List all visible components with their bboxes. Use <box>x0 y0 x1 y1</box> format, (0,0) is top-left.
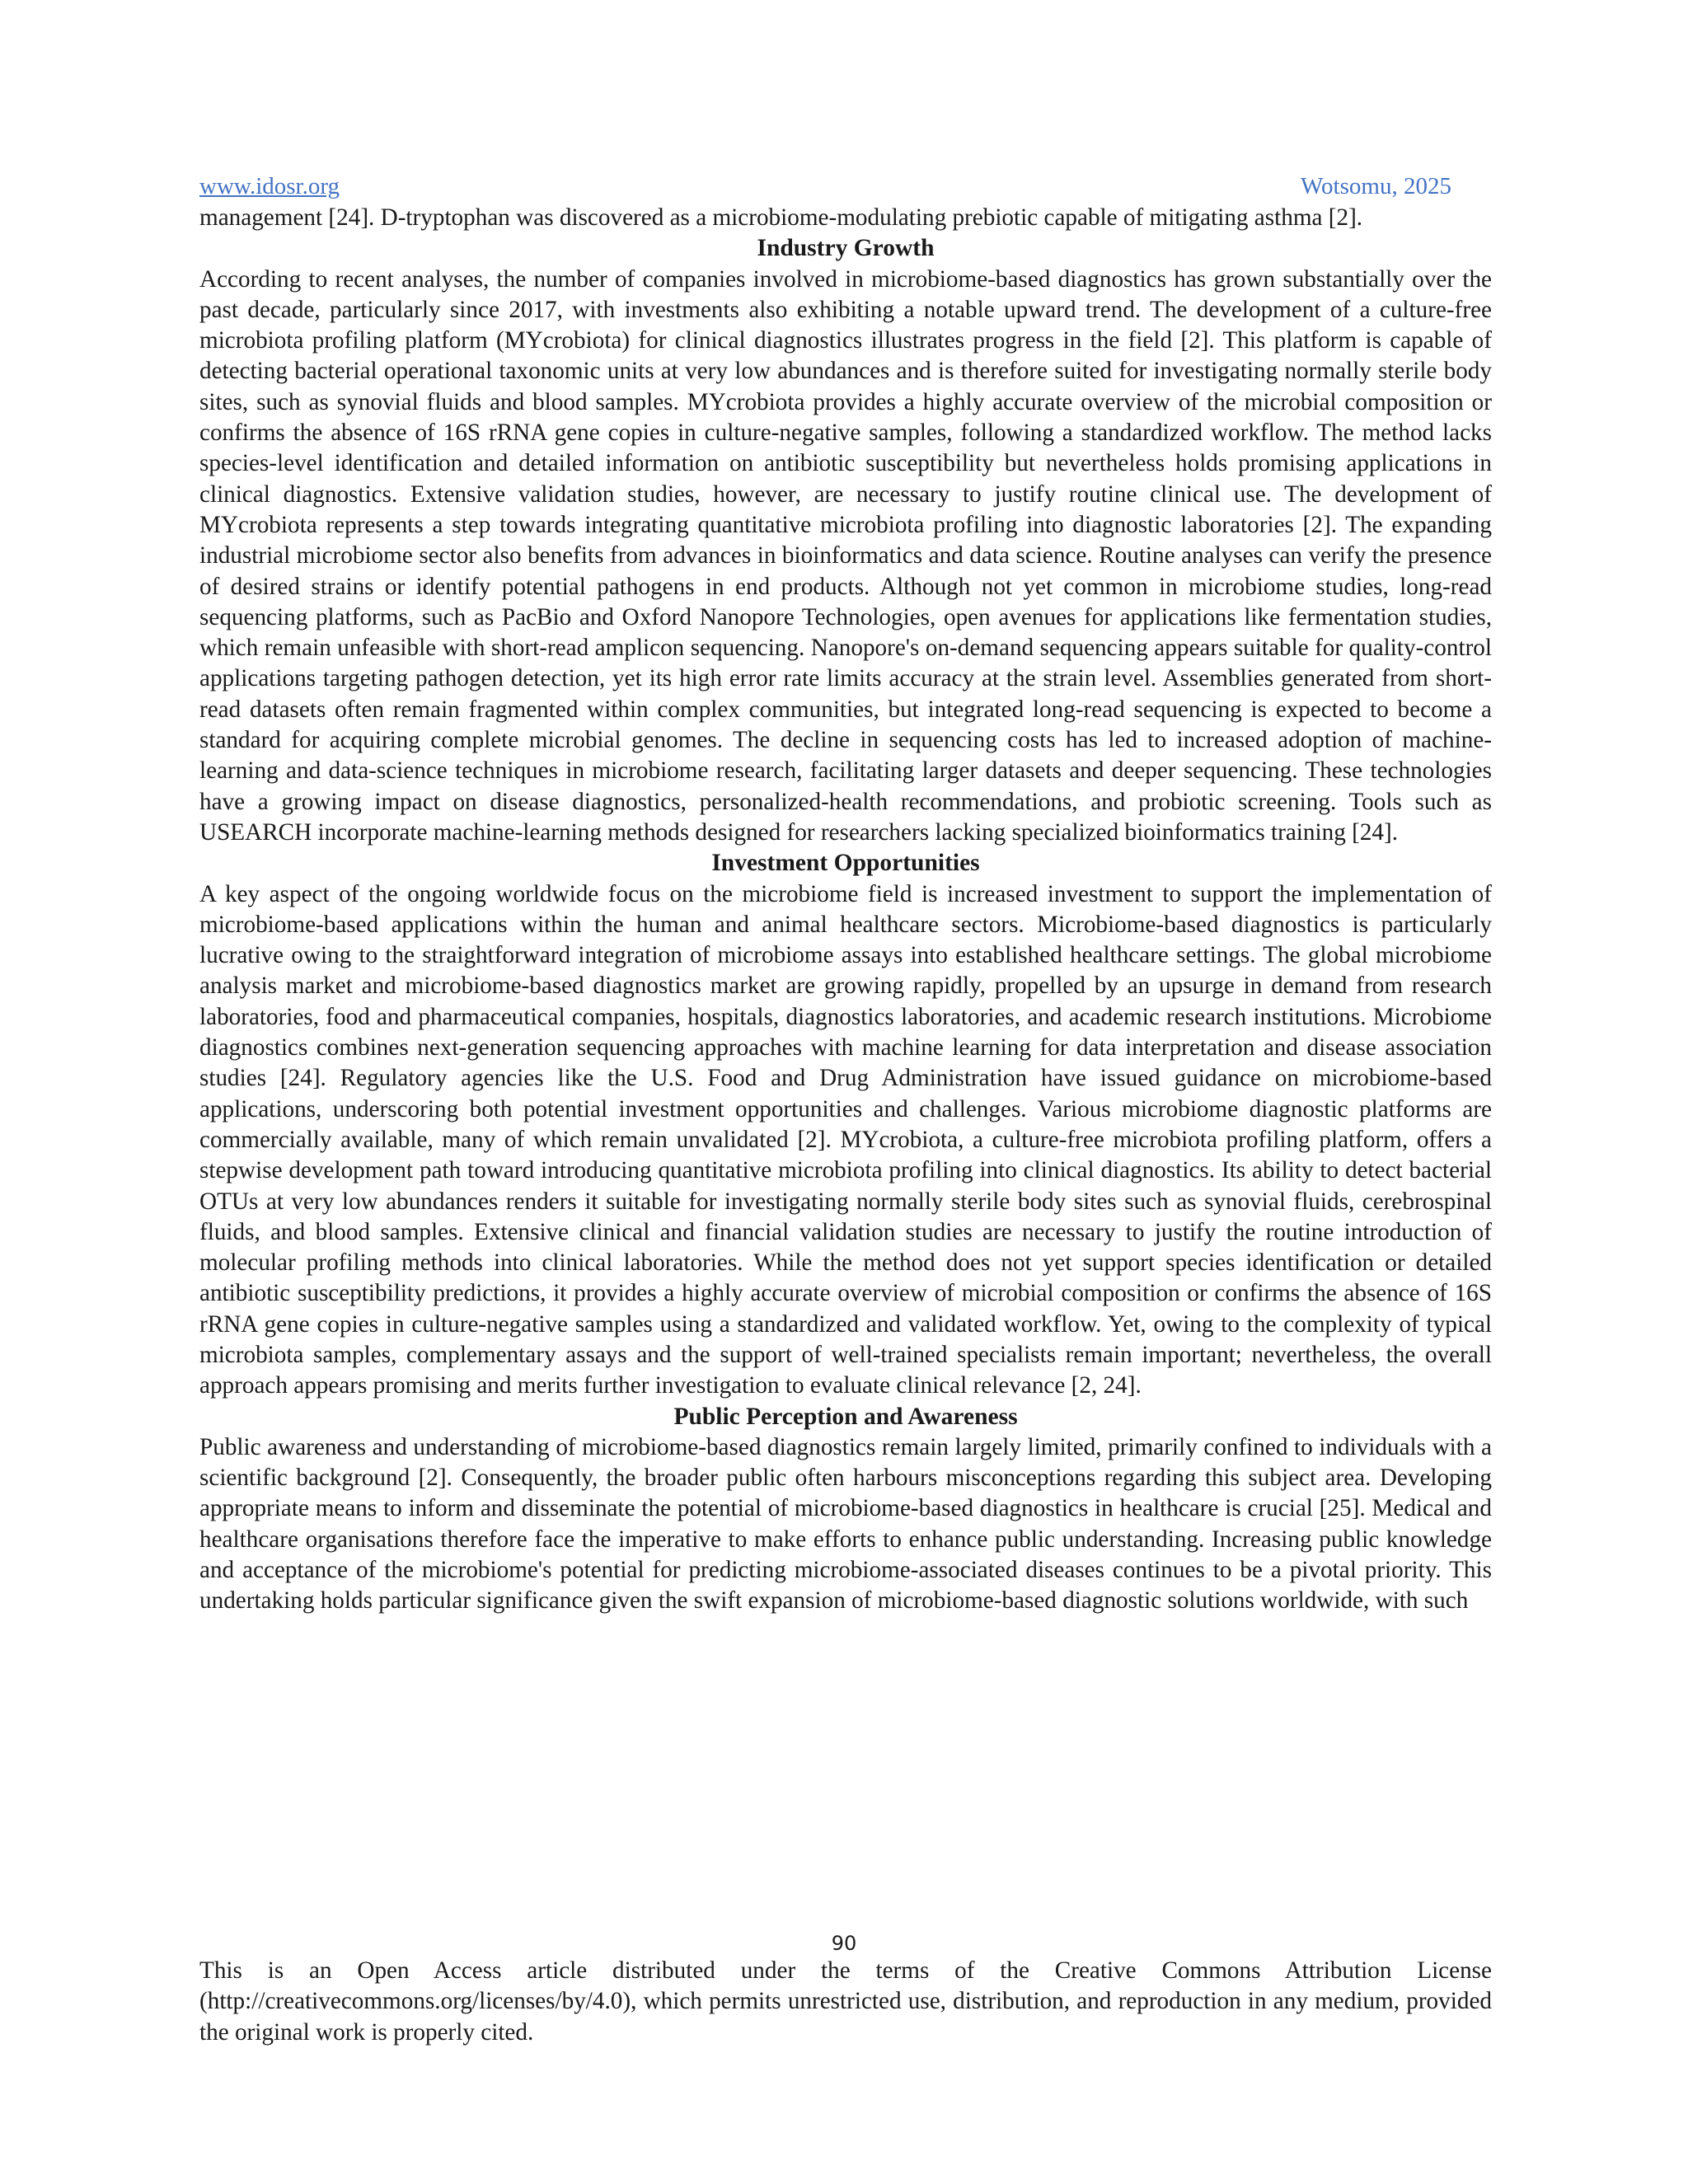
journal-site-link[interactable]: www.idosr.org <box>199 173 340 199</box>
page-number: 90 <box>831 1932 857 1955</box>
license-footer <box>199 1956 1492 2048</box>
license-text: This is an Open Access article distributed under the terms of the Creative Commons Attribution License (http://creativecommons.org/licenses/by/4.0), which permits unrestricted use, distribution, and reproduction in any medium, provided the original work is properly cited. <box>199 1957 1492 2046</box>
section-heading-industry-growth: Industry Growth <box>757 235 935 262</box>
section-heading-investment-opportunities: Investment Opportunities <box>711 850 980 877</box>
page-header <box>199 173 1492 203</box>
running-head-author-year: Wotsomu, 2025 <box>1301 173 1451 199</box>
section-heading-public-perception: Public Perception and Awareness <box>673 1403 1018 1430</box>
section-paragraph-investment-opportunities: A key aspect of the ongoing worldwide focus on the microbiome field is increased investment to support the implementation of microbiome-based applications within the human and animal healthcare sectors. Microbiome-based diagnostics is particularly lucrative owing to the straightforward integration of microbiome assays into established healthcare settings. The global microbiome analysis market and microbiome-based diagnostics market are growing rapidly, propelled by an upsurge in demand from research laboratories, food and pharmaceutical companies, hospitals, diagnostics laboratories, and academic research institutions. Microbiome diagnostics combines next-generation sequencing approaches with machine learning for data interpretation and disease association studies [24]. Regulatory agencies like the U.S. Food and Drug Administration have issued guidance on microbiome-based applications, underscoring both potential investment opportunities and challenges. Various microbiome diagnostic platforms are commercially available, many of which remain unvalidated [2]. MYcrobiota, a culture-free microbiota profiling platform, offers a stepwise development path toward introducing quantitative microbiota profiling into clinical diagnostics. Its ability to detect bacterial OTUs at very low abundances renders it suitable for investigating normally sterile body sites such as synovial fluids, cerebrospinal fluids, and blood samples. Extensive clinical and financial validation studies are necessary to justify the routine introduction of molecular profiling methods into clinical laboratories. While the method does not yet support species identification or detailed antibiotic susceptibility predictions, it provides a highly accurate overview of microbial composition or confirms the absence of 16S rRNA gene copies in culture-negative samples using a standardized and validated workflow. Yet, owing to the complexity of typical microbiota samples, complementary assays and the support of well-trained specialists remain important; nevertheless, the overall approach appears promising and merits further investigation to evaluate clinical relevance [2, 24]. <box>199 880 1492 1399</box>
section-paragraph-public-perception: Public awareness and understanding of microbiome-based diagnostics remain largely limited, primarily confined to individuals with a scientific background [2]. Consequently, the broader public often harbours misconceptions regarding this subject area. Developing appropriate means to inform and disseminate the potential of microbiome-based diagnostics in healthcare is crucial [25]. Medical and healthcare organisations therefore face the imperative to make efforts to enhance public understanding. Increasing public knowledge and acceptance of the microbiome's potential for predicting microbiome-associated diseases continues to be a pivotal priority. This undertaking holds particular significance given the swift expansion of microbiome-based diagnostic solutions worldwide, with such <box>199 1433 1492 1615</box>
intro-paragraph: management [24]. D-tryptophan was discovered as a microbiome-modulating prebiotic capable of mitigating asthma [2]. <box>199 204 1363 231</box>
section-paragraph-industry-growth: According to recent analyses, the number of companies involved in microbiome-based diagnostics has grown substantially over the past decade, particularly since 2017, with investments also exhibiting a notable upward trend. The development of a culture-free microbiota profiling platform (MYcrobiota) for clinical diagnostics illustrates progress in the field [2]. This platform is capable of detecting bacterial operational taxonomic units at very low abundances and is therefore suited for investigating normally sterile body sites, such as synovial fluids and blood samples. MYcrobiota provides a highly accurate overview of the microbial composition or confirms the absence of 16S rRNA gene copies in culture-negative samples, following a standardized workflow. The method lacks species-level identification and detailed information on antibiotic susceptibility but nevertheless holds promising applications in clinical diagnostics. Extensive validation studies, however, are necessary to justify routine clinical use. The development of MYcrobiota represents a step towards integrating quantitative microbiota profiling into diagnostic laboratories [2]. The expanding industrial microbiome sector also benefits from advances in bioinformatics and data science. Routine analyses can verify the presence of desired strains or identify potential pathogens in end products. Although not yet common in microbiome studies, long-read sequencing platforms, such as PacBio and Oxford Nanopore Technologies, open avenues for applications like fermentation studies, which remain unfeasible with short-read amplicon sequencing. Nanopore's on-demand sequencing appears suitable for quality-control applications targeting pathogen detection, yet its high error rate limits accuracy at the strain level. Assemblies generated from short-read datasets often remain fragmented within complex communities, but integrated long-read sequencing is expected to become a standard for acquiring complete microbial genomes. The decline in sequencing costs has led to increased adoption of machine-learning and data-science techniques in microbiome research, facilitating larger datasets and deeper sequencing. These technologies have a growing impact on disease diagnostics, personalized-health recommendations, and probiotic screening. Tools such as USEARCH incorporate machine-learning methods designed for researchers lacking specialized bioinformatics training [24]. <box>199 265 1492 846</box>
article-body <box>199 203 1492 1617</box>
